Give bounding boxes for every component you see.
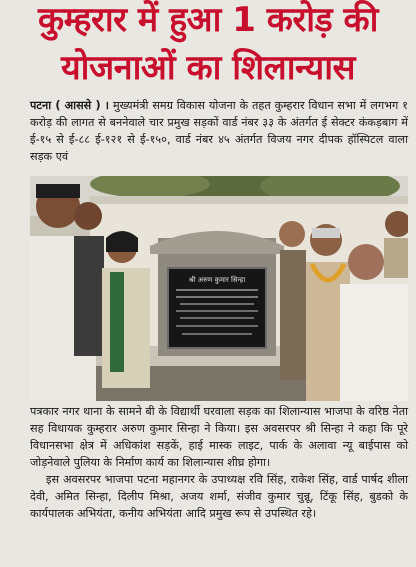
foundation-stone-ceremony-photo — [30, 176, 408, 401]
intro-text: मुख्यमंत्री समग्र विकास योजना के तहत कुम्हरार विधान सभा में लगभग १ करोड़ की लागत से बननेवाले चार प्रमुख सड़कों वार्ड नंबर ३३ के अंतर्गत ई सेक्टर कंकड़बाग में ई-१५ से ई-८८ ई-१२१ से ई-१५०, वार्ड नंबर ४५ अंतर्गत विजय नगर दीपक हॉस्पिटल वाला सड़क एवं — [30, 99, 408, 163]
person-right — [340, 284, 408, 401]
intro-paragraph — [30, 97, 408, 165]
headline-line-1: कुम्हरार में हुआ 1 करोड़ की — [38, 0, 378, 40]
attendees-paragraph: इस अवसरपर भाजपा पटना महानगर के उपाध्यक्ष रवि सिंह, राकेश सिंह, वार्ड पार्षद शीला देवी, अमित सिन्हा, दिलीप मिश्रा, अजय शर्मा, संजीव कुमार चुन्नू, टिंकू सिंह, बुडको के कार्यपालक अभियंता, कनीय अभियंता आदि प्रमुख रूप से उपस्थित रहे। — [30, 473, 408, 520]
body-paragraph: पत्रकार नगर थाना के सामने बी के विद्यार्थी घरवाला सड़क का शिलान्यास भाजपा के वरिष्ठ नेता सह विधायक कुम्हरार अरुण कुमार सिन्हा ने किया। इस अवसरपर श्री सिन्हा ने कहा कि पूरे विधानसभा क्षेत्र में अधिकांश सड़कें, हाई मास्क लाइट, पार्क के अलावा न्यू बाईपास को जोड़नेवाले पुलिया के निर्माण कार्य का शिलान्यास शीघ्र होगा। — [30, 405, 408, 469]
headline-line-2: योजनाओं का शिलान्यास — [60, 48, 356, 88]
dateline: पटना ( आससे ) । — [30, 99, 110, 112]
person-woman — [102, 268, 150, 388]
plaque-title: श्री अरुण कुमार सिन्हा — [188, 276, 246, 284]
news-photo — [30, 176, 408, 401]
